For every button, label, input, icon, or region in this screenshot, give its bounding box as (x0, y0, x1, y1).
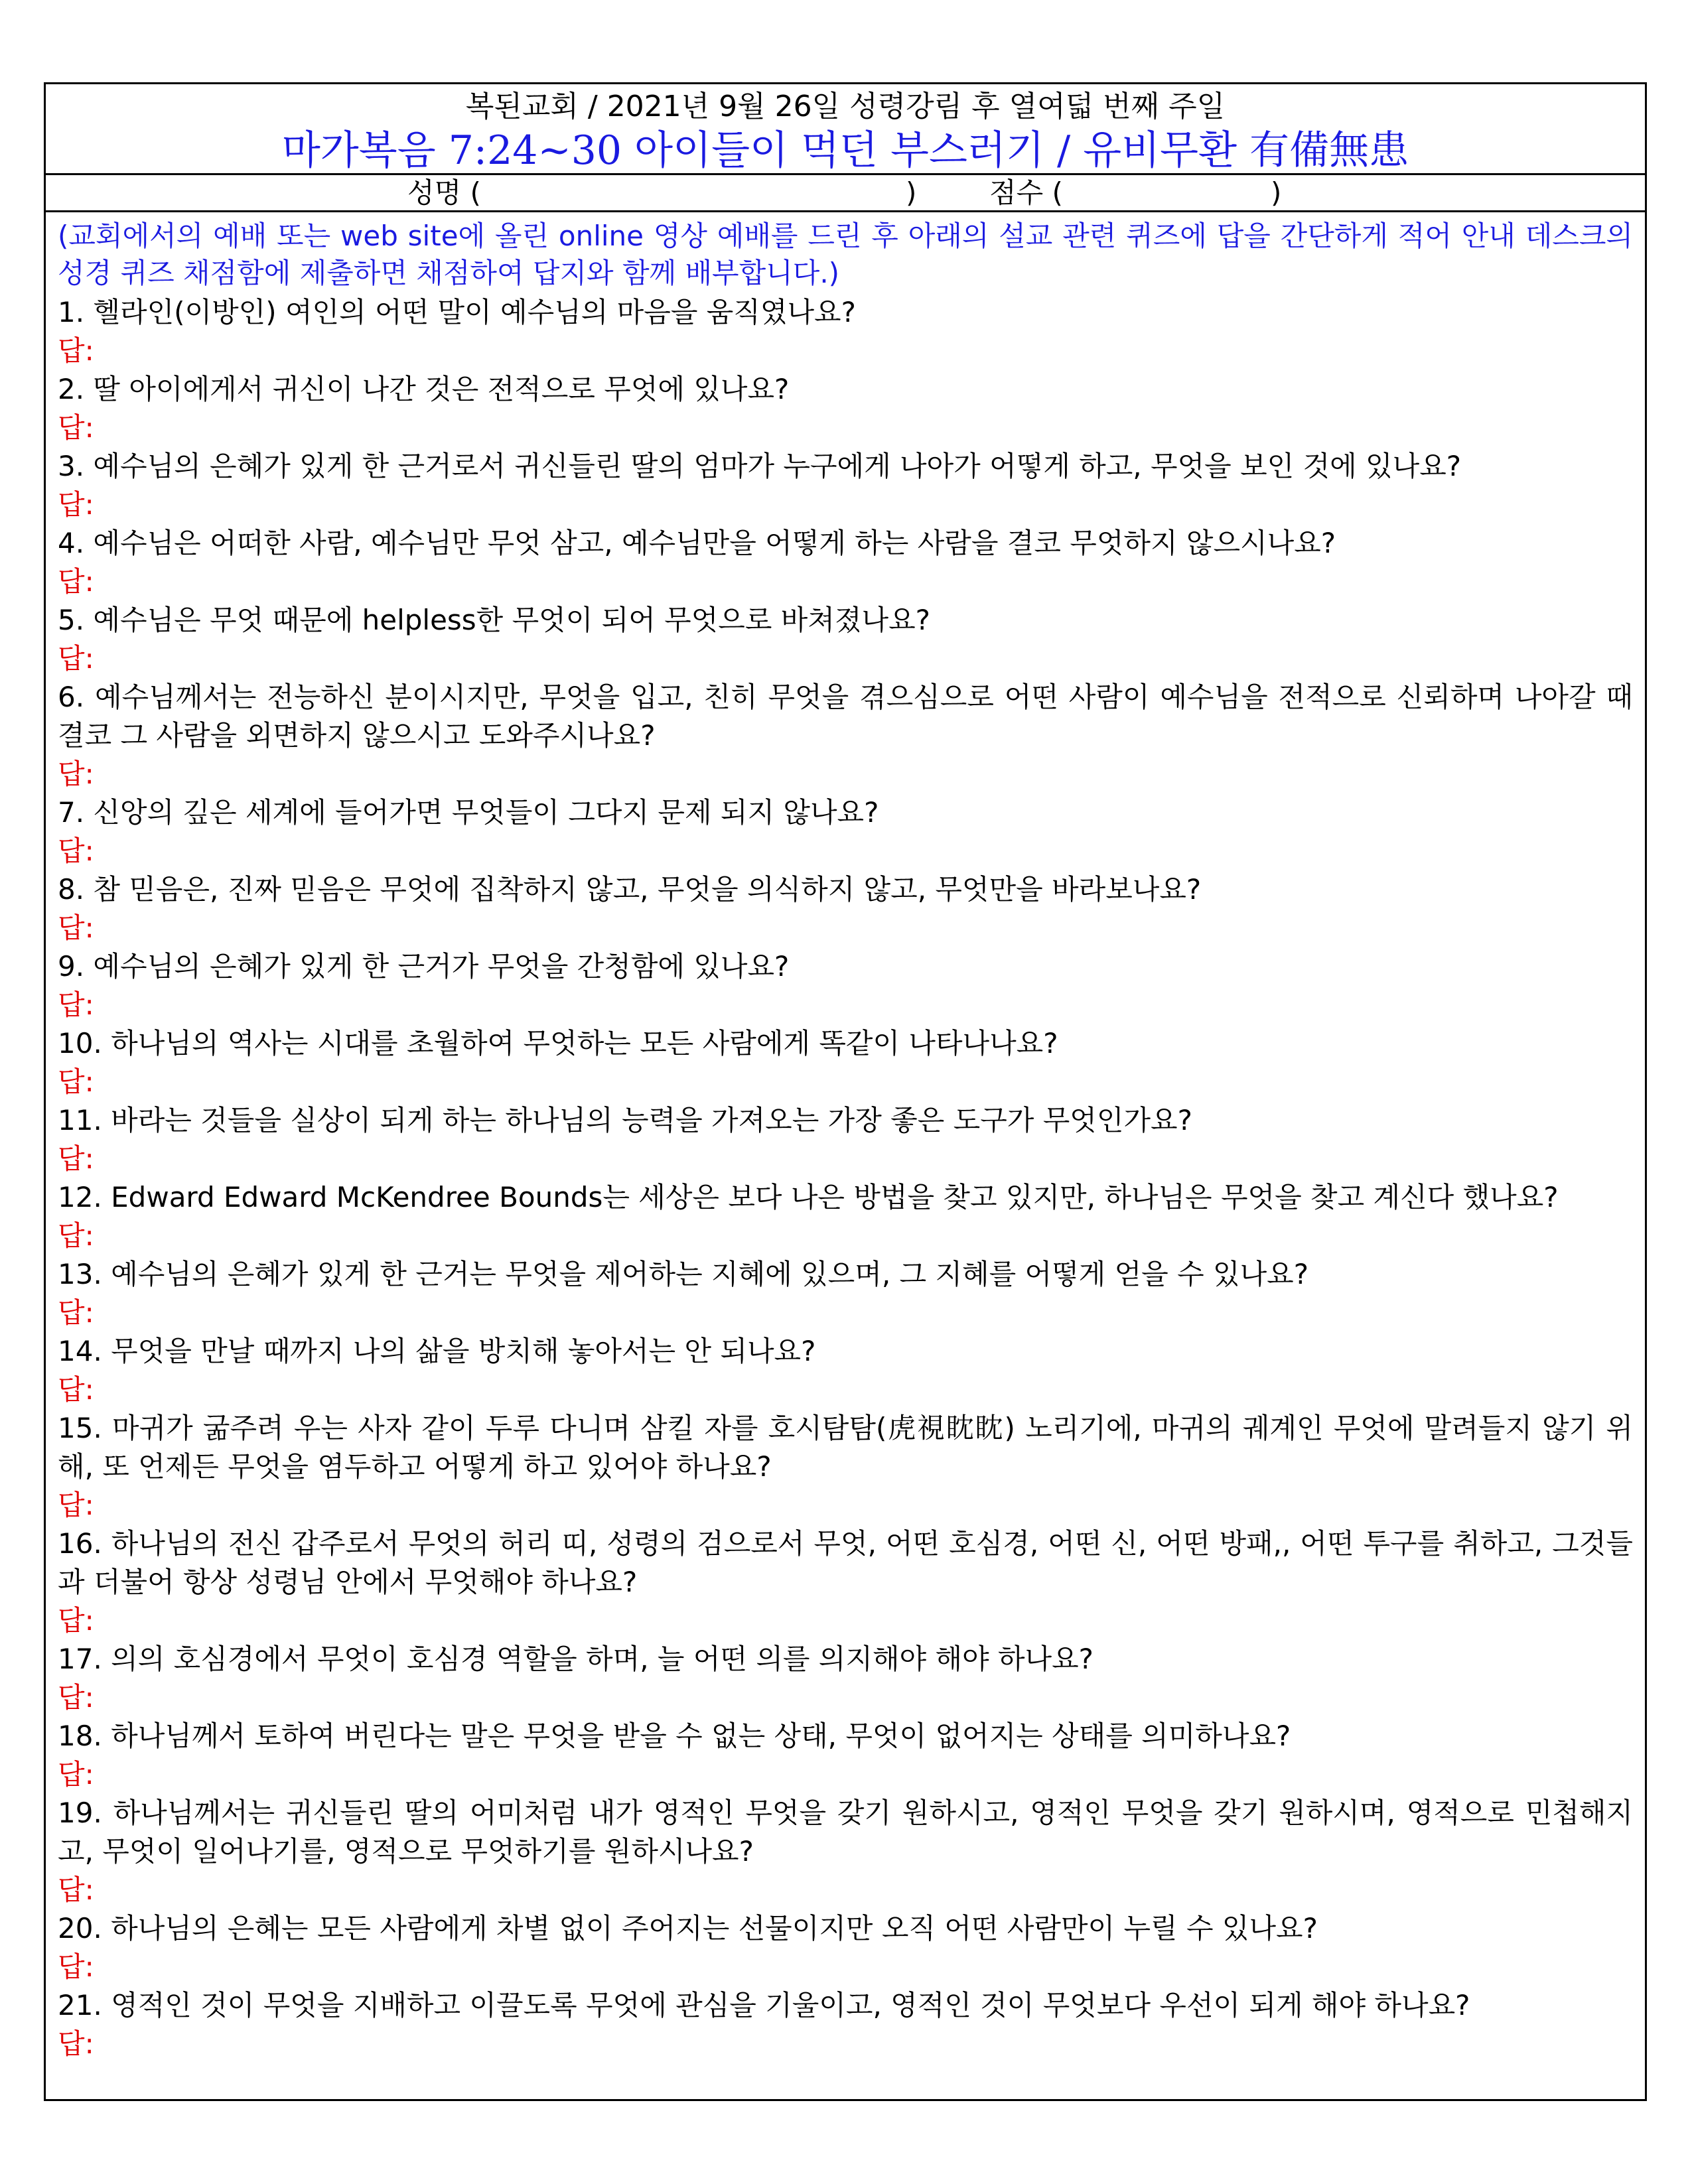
quiz-content (46, 212, 1645, 2063)
question-3: 3. 예수님의 은혜가 있게 한 근거로서 귀신들린 딸의 엄마가 누구에게 나아가 어떻게 하고, 무엇을 보인 것에 있나요? (58, 450, 1462, 482)
question-12: 12. Edward Edward McKendree Bounds는 세상은 보다 나은 방법을 찾고 있지만, 하나님은 무엇을 찾고 계신다 했나요? (58, 1181, 1559, 1213)
answer-label-8: 답: (58, 912, 94, 944)
answer-label-9: 답: (58, 989, 94, 1021)
sermon-title: 마가복음 7:24~30 아이들이 먹던 부스러기 / 유비무환 有備無患 (281, 127, 1409, 174)
answer-label-1: 답: (58, 334, 94, 367)
answer-label-5: 답: (58, 642, 94, 675)
question-19: 19. 하나님께서는 귀신들린 딸의 어미처럼 내가 영적인 무엇을 갖기 원하시고, 영적인 무엇을 갖기 원하시며, 영적으로 민첩해지고, 무엇이 일어나기를, 영적으로 무엇하기를 원하시나요? (58, 1797, 1633, 1868)
answer-label-3: 답: (58, 488, 94, 521)
score-close: ) (1271, 176, 1282, 209)
name-label: 성명 ( (407, 176, 481, 209)
question-17: 17. 의의 호심경에서 무엇이 호심경 역할을 하며, 늘 어떤 의를 의지해야 해야 하나요? (58, 1643, 1093, 1675)
answer-label-16: 답: (58, 1604, 94, 1637)
answer-label-19: 답: (58, 1874, 94, 1906)
quiz-sheet (44, 82, 1647, 2101)
question-21: 21. 영적인 것이 무엇을 지배하고 이끌도록 무엇에 관심을 기울이고, 영적인 것이 무엇보다 우선이 되게 해야 하나요? (58, 1989, 1470, 2021)
answer-label-14: 답: (58, 1373, 94, 1406)
answer-label-15: 답: (58, 1489, 94, 1521)
answer-label-6: 답: (58, 758, 94, 790)
question-4: 4. 예수님은 어떠한 사람, 예수님만 무엇 삼고, 예수님만을 어떻게 하는 사람을 결코 무엇하지 않으시나요? (58, 527, 1336, 559)
question-6: 6. 예수님께서는 전능하신 분이시지만, 무엇을 입고, 친히 무엇을 겪으심으로 어떤 사람이 예수님을 전적으로 신뢰하며 나아갈 때 결코 그 사람을 외면하지 않으시고 도와주시나요? (58, 681, 1633, 752)
question-1: 1. 헬라인(이방인) 여인의 어떤 말이 예수님의 마음을 움직였나요? (58, 296, 856, 328)
answer-label-20: 답: (58, 1950, 94, 1983)
name-close: ) (906, 176, 917, 209)
answer-label-13: 답: (58, 1296, 94, 1329)
church-date-subtitle: 복된교회 / 2021년 9월 26일 성령강림 후 열여덟 번째 주일 (465, 90, 1226, 123)
question-5: 5. 예수님은 무엇 때문에 helpless한 무엇이 되어 무엇으로 바쳐졌나요? (58, 604, 930, 636)
question-2: 2. 딸 아이에게서 귀신이 나간 것은 전적으로 무엇에 있나요? (58, 373, 790, 405)
question-10: 10. 하나님의 역사는 시대를 초월하여 무엇하는 모든 사람에게 똑같이 나타나나요? (58, 1027, 1058, 1059)
answer-label-21: 답: (58, 2027, 94, 2060)
answer-label-10: 답: (58, 1065, 94, 1098)
answer-label-4: 답: (58, 565, 94, 598)
question-20: 20. 하나님의 은혜는 모든 사람에게 차별 없이 주어지는 선물이지만 오직 어떤 사람만이 누릴 수 있나요? (58, 1912, 1318, 1945)
score-label: 점수 ( (989, 176, 1063, 209)
question-8: 8. 참 믿음은, 진짜 믿음은 무엇에 집착하지 않고, 무엇을 의식하지 않고, 무엇만을 바라보나요? (58, 873, 1202, 906)
answer-label-17: 답: (58, 1681, 94, 1714)
question-9: 9. 예수님의 은혜가 있게 한 근거가 무엇을 간청함에 있나요? (58, 950, 790, 983)
question-16: 16. 하나님의 전신 갑주로서 무엇의 허리 띠, 성령의 검으로서 무엇, 어떤 호심경, 어떤 신, 어떤 방패,, 어떤 투구를 취하고, 그것들과 더불어 항상 성령님 안에서 무엇해야 하나요? (58, 1527, 1633, 1598)
name-score-row (46, 175, 1645, 212)
answer-label-7: 답: (58, 835, 94, 867)
header (46, 84, 1645, 175)
answer-label-11: 답: (58, 1142, 94, 1175)
instructions-notice: (교회에서의 예배 또는 web site에 올린 online 영상 예배를 드린 후 아래의 설교 관련 퀴즈에 답을 간단하게 적어 안내 데스크의 성경 퀴즈 채점함에 제출하면 채점하여 답지와 함께 배부합니다.) (58, 220, 1633, 289)
answer-label-12: 답: (58, 1219, 94, 1252)
answer-label-18: 답: (58, 1758, 94, 1791)
question-7: 7. 신앙의 깊은 세계에 들어가면 무엇들이 그다지 문제 되지 않나요? (58, 796, 879, 829)
question-15: 15. 마귀가 굶주려 우는 사자 같이 두루 다니며 삼킬 자를 호시탐탐(虎視眈眈) 노리기에, 마귀의 궤계인 무엇에 말려들지 않기 위해, 또 언제든 무엇을 염두하고 어떻게 하고 있어야 하나요? (58, 1412, 1633, 1483)
question-18: 18. 하나님께서 토하여 버린다는 말은 무엇을 받을 수 없는 상태, 무엇이 없어지는 상태를 의미하나요? (58, 1720, 1291, 1752)
question-13: 13. 예수님의 은혜가 있게 한 근거는 무엇을 제어하는 지혜에 있으며, 그 지혜를 어떻게 얻을 수 있나요? (58, 1258, 1309, 1290)
question-14: 14. 무엇을 만날 때까지 나의 삶을 방치해 놓아서는 안 되나요? (58, 1335, 816, 1367)
question-11: 11. 바라는 것들을 실상이 되게 하는 하나님의 능력을 가져오는 가장 좋은 도구가 무엇인가요? (58, 1104, 1192, 1136)
answer-label-2: 답: (58, 411, 94, 444)
